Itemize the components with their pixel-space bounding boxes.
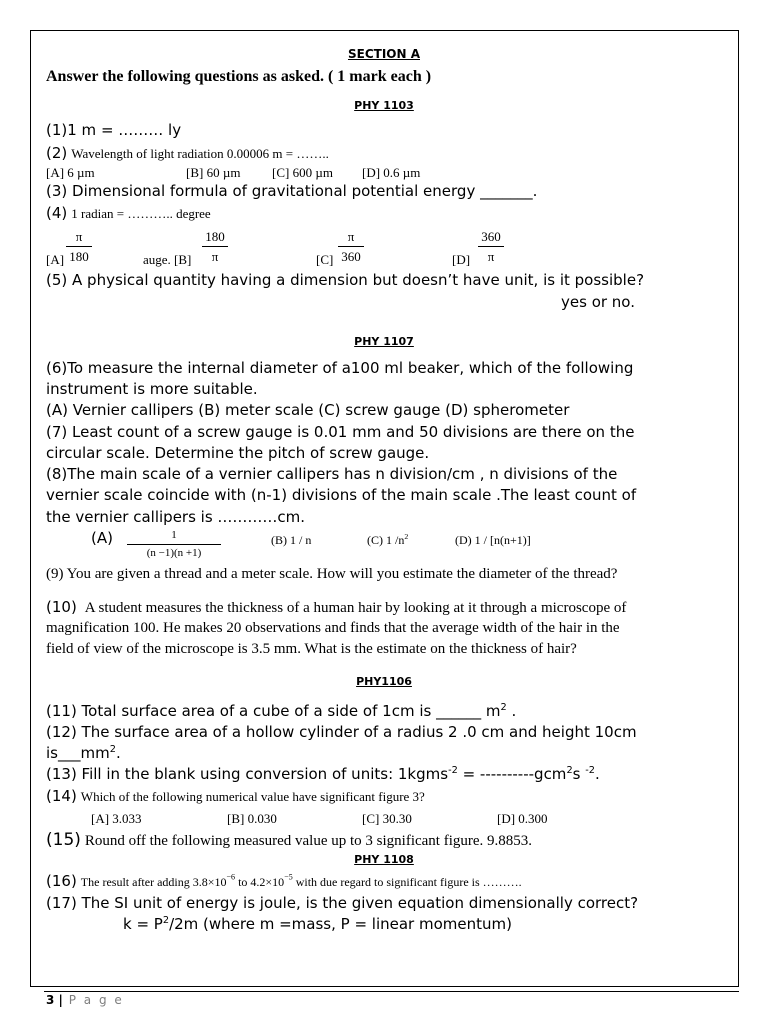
question-14: (14) Which of the following numerical value have significant figure 3? [46,787,425,805]
question-15: (15) Round off the following measured value up to 3 significant figure. 9.8853. [46,830,533,850]
heading-phy1107: PHY 1107 [354,335,414,348]
q14-option-b: [B] 0.030 [227,811,277,826]
q4-option-d-label: [D] [452,252,471,267]
q8-option-b: (B) 1 / n [271,533,312,547]
heading-phy1108: PHY 1108 [354,853,414,866]
question-17: (17) The SI unit of energy is joule, is the given equation dimensionally correct? [46,894,639,912]
q4-option-c-fraction: π 360 [338,230,364,263]
q4-option-a-fraction: π 180 [66,230,92,263]
question-9: (9) You are given a thread and a meter scale. How will you estimate the diameter of the thread? [46,566,618,582]
question-2: (2) Wavelength of light radiation 0.00006 m = …….. [46,144,329,162]
q14-option-d: [D] 0.300 [497,811,548,826]
question-10-line-2: magnification 100. He makes 20 observations and finds that the average width of the hair in the [46,620,620,636]
question-10-line-3: field of view of the microscope is 3.5 mm. What is the estimate on the thickness of hair? [46,641,577,657]
question-12-line-1: (12) The surface area of a hollow cylinder of a radius 2 .0 cm and height 10cm [46,723,637,741]
page-footer: 3 | P a g e [46,993,124,1007]
question-13: (13) Fill in the blank using conversion of units: 1kgms$^{-2}$ = ----------gcm$^2$s $^{-2}$. [46,765,600,783]
q2-option-a: [A] 6 µm [46,165,95,180]
question-8-line-3: the vernier callipers is …………cm. [46,508,306,526]
question-5: (5) A physical quantity having a dimension but doesn’t have unit, is it possible? [46,271,645,289]
section-title: SECTION A [347,47,420,61]
question-4: (4) 1 radian = ……….. degree [46,204,211,222]
question-6-line-1: (6)To measure the internal diameter of a100 ml beaker, which of the following [46,359,634,377]
q4-option-c-label: [C] [316,252,334,267]
question-8-line-2: vernier scale coincide with (n-1) divisions of the main scale .The least count of [46,486,637,504]
q8-option-a-fraction: 1 (n −1)(n +1) [127,530,221,559]
heading-phy1103: PHY 1103 [354,99,414,112]
question-1: (1)1 m = ……… ly [46,121,182,139]
question-17-equation: $k = P^2/2m$ (where m =mass, P = linear momentum) [123,915,512,933]
question-6-line-2: instrument is more suitable. [46,380,258,398]
heading-phy1106: PHY1106 [356,675,412,688]
q8-option-c: (C) 1 $/n^2$ [367,532,409,547]
question-10-line-1: (10) A student measures the thickness of a human hair by looking at it through a microscope of [46,598,627,616]
q8-option-a-label: (A) [91,529,113,547]
q14-option-a: [A] 3.033 [91,811,142,826]
q2-option-b: [B] 60 µm [186,165,241,180]
q4-option-d-fraction: 360 π [478,230,504,263]
q14-option-c: [C] 30.30 [362,811,412,826]
q4-option-b-label: auge. [B] [143,252,192,267]
question-11: (11) Total surface area of a cube of a side of 1cm is ______ $m^2$ . [46,702,517,720]
q4-option-b-fraction: 180 π [202,230,228,263]
question-8-line-1: (8)The main scale of a vernier callipers has n division/cm , n divisions of the [46,465,618,483]
instruction: Answer the following questions as asked. ( 1 mark each ) [46,68,432,85]
question-16: (16) The result after adding $3.8\times 10^{-6}$ to $4.2\times 10^{-5}$ with due regard to significant figure is ………. [46,872,522,890]
question-3: (3) Dimensional formula of gravitational potential energy _______. [46,182,538,200]
question-7-line-1: (7) Least count of a screw gauge is 0.01 mm and 50 divisions are there on the [46,423,635,441]
question-6-line-3: (A) Vernier callipers (B) meter scale (C) screw gauge (D) spherometer [46,401,570,419]
question-12-line-2: $is\_\_\_mm^2$. [46,744,121,762]
q4-option-a-label: [A] [46,252,65,267]
q8-option-d: (D) 1 / [n(n+1)] [455,533,531,547]
q2-option-d: [D] 0.6 µm [362,165,421,180]
q2-option-c: [C] 600 µm [272,165,333,180]
question-7-line-2: circular scale. Determine the pitch of screw gauge. [46,444,430,462]
footer-rule [44,991,739,992]
question-5-answer: yes or no. [561,293,635,311]
